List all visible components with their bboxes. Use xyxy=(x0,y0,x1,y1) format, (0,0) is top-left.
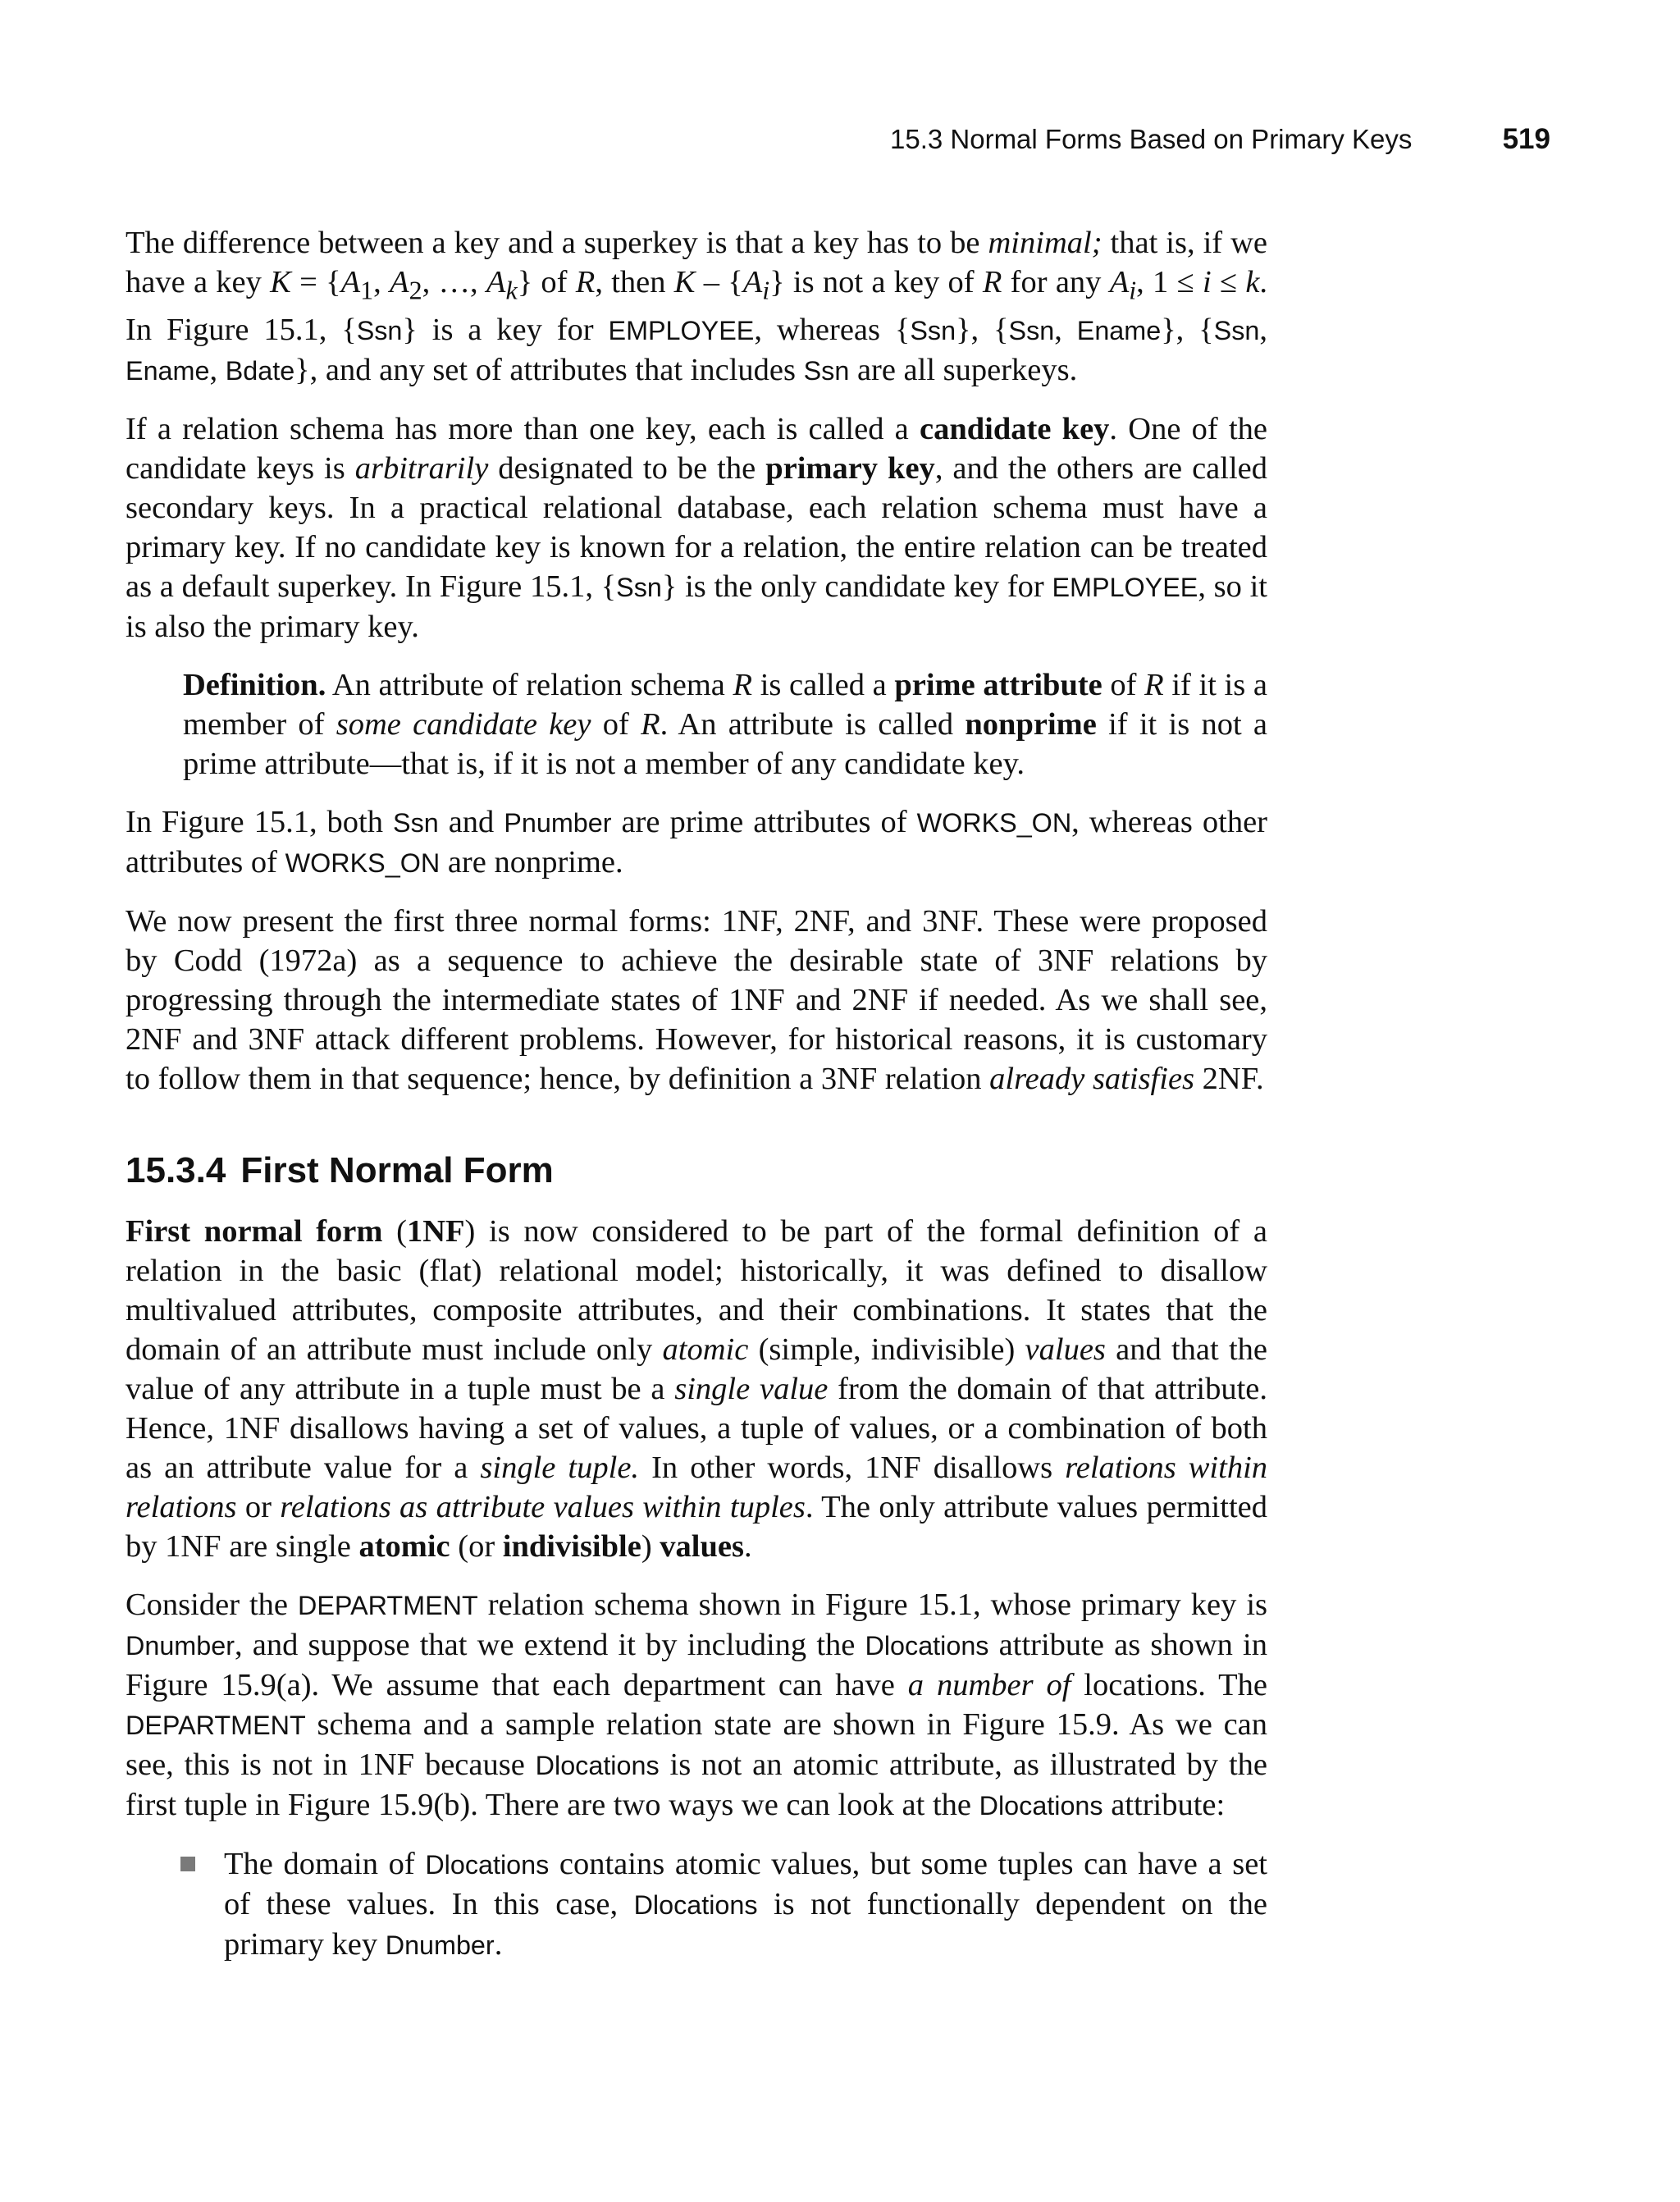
section-heading xyxy=(126,1148,1267,1194)
list-item: The domain of Dlocations contains atomic values, but some tuples can have a set of these values. In this case, Dlocations is not functionally dependent on the primary key Dnumber. xyxy=(126,1844,1267,1965)
running-title: 15.3 Normal Forms Based on Primary Keys xyxy=(890,124,1413,154)
section-number: 15.3.4 xyxy=(126,1149,226,1190)
paragraph-candidate-key: If a relation schema has more than one key, each is called a candidate key. One of the candidate keys is arbitrarily designated to be the primary key, and the others are called secondary keys. In a practical relational database, each relation schema must have a primary key. If no candidate key is known for a relation, the entire relation can be treated as a default superkey. In Figure 15.1, {Ssn} is the only candidate key for EMPLOYEE, so it is also the primary key. xyxy=(126,411,1267,644)
page-number: 519 xyxy=(1502,123,1550,155)
paragraph-first-normal-form: First normal form (1NF) is now considered to be part of the formal definition of a relation in the basic (flat) relational model; historically, it was defined to disallow multivalued attributes, composite attributes, and their combinations. It states that the domain of an attribute must include only atomic (simple, indivisible) values and that the value of any attribute in a tuple must be a single value from the domain of that attribute. Hence, 1NF disallows having a set of values, a tuple of values, or a combination of both as an attribute value for a single tuple. In other words, 1NF disallows relations within relations or relations as attribute values within tuples. The only attribute values permitted by 1NF are single atomic (or indivisible) values. xyxy=(126,1213,1268,1564)
paragraph-department-example: Consider the DEPARTMENT relation schema shown in Figure 15.1, whose primary key is Dnumber, and suppose that we extend it by including the Dlocations attribute as shown in Figure 15.9(a). We assume that each department can have a number of locations. The DEPARTMENT schema and a sample relation state are shown in Figure 15.9. As we can see, this is not in 1NF because Dlocations is not an atomic attribute, as illustrated by the first tuple in Figure 15.9(b). There are two ways we can look at the Dlocations attribute: xyxy=(126,1587,1267,1822)
bullet-list xyxy=(126,1844,1267,1965)
paragraph-key-vs-superkey: The difference between a key and a superkey is that a key has to be minimal; that is, if we have a key $K = \{A_1$, $A_2$, …, $A_k$} of R, then K – $\{A_i\}$ is not a key of R for any $A_i$, 1 ≤ i ≤ k. In Figure 15.1, {Ssn} is a key for EMPLOYEE, whereas {Ssn}, {Ssn, Ename}, {Ssn, Ename, Bdate}, and any set of attributes that includes Ssn are all superkeys. xyxy=(126,226,1268,387)
paragraph-prime-example: In Figure 15.1, both Ssn and Pnumber are prime attributes of WORKS_ON, whereas other attributes of WORKS_ON are nonprime. xyxy=(126,804,1267,879)
paragraph-normal-forms-intro: We now present the first three normal forms: 1NF, 2NF, and 3NF. These were proposed by Codd (1972a) as a sequence to achieve the desirable state of 3NF relations by progressing through the intermediate states of 1NF and 2NF if needed. As we shall see, 2NF and 3NF attack different problems. However, for historical reasons, it is customary to follow them in that sequence; hence, by definition a 3NF relation already satisfies 2NF. xyxy=(126,903,1267,1096)
section-title: First Normal Form xyxy=(240,1149,554,1190)
running-header xyxy=(890,119,1550,160)
square-bullet-icon xyxy=(180,1857,195,1871)
definition-prime-attribute: Definition. An attribute of relation schema R is called a prime attribute of R if it is a member of some candidate key of R. An attribute is called nonprime if it is not a prime attribute—that is, if it is not a member of any candidate key. xyxy=(183,667,1268,781)
page-body xyxy=(126,223,1267,1965)
